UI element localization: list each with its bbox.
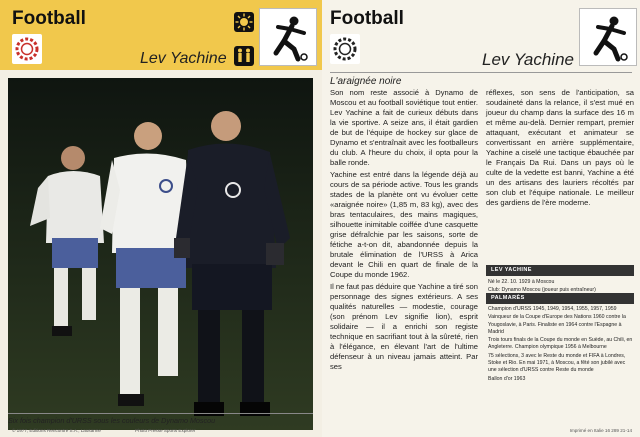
- photo-credit: Photo Presse Sports Explorer: [135, 428, 196, 433]
- people-icon: [234, 46, 254, 66]
- print-credit: Imprimé en Italie 16 289 21-14: [569, 428, 632, 433]
- club-line: Club: Dynamo Moscou (joueur puis entraîneur): [488, 287, 596, 293]
- footballer-icon: [259, 8, 317, 66]
- palmares-list: [488, 306, 634, 384]
- article-column-1: [330, 88, 478, 374]
- bio-section: [488, 278, 634, 294]
- palmares-label: PALMARÈS: [486, 293, 634, 304]
- palmares-item: Ballon d'or 1963: [488, 375, 526, 382]
- photo-caption: Six fois champion d'URSS sous les couleurs de Dynamo Moscou: [8, 413, 313, 425]
- header-divider: [330, 72, 632, 73]
- article-column-2: [486, 88, 634, 210]
- palmares-item: 75 sélections, 3 avec le Reste du monde et FIFA à Londres, Stoke et Rio. En mai 1971, à Moscou, a fêté son jubilé avec une sélection d'URSS contre Reste du monde: [488, 352, 626, 374]
- publisher-credit: © 1977, Editions Rencontre S.A., Lausanne: [12, 428, 101, 433]
- article-paragraph: Il ne faut pas déduire que Yachine a tiré son personnage des signes extérieurs. A ses qualités naturelles — modestie, courage (son prénom Lev signifie lion), esprit solidaire — il a enrichi son registe technique en sacrifiant tout à la sûreté, rien à l'élégance, en élevant l'art de l'ultime défenseur à un niveau jamais atteint. Par ses: [330, 282, 478, 371]
- text-card-header: [322, 0, 640, 72]
- bio-section-label: LEV YACHINE: [486, 265, 634, 276]
- article-subtitle: L'araignée noire: [330, 76, 402, 87]
- photo-card-header: [0, 0, 322, 70]
- text-card-player-name: Lev Yachine: [482, 50, 574, 69]
- team-photo: [8, 78, 313, 430]
- photo-card-title: Football: [12, 8, 86, 29]
- palmares-item: Vainqueur de la Coupe d'Europe des Nations 1960 contre la Yougoslavie, à Paris. Finaliste en 1964 contre l'Espagne à Madrid: [488, 314, 626, 335]
- sun-icon: [234, 12, 254, 32]
- laurel-wreath-icon: [330, 34, 360, 64]
- footballer-icon: [579, 8, 637, 66]
- text-card: [322, 0, 640, 437]
- article-paragraph: réflexes, son sens de l'anticipation, sa soudaineté dans la relance, il s'est mué en joueur du champ dans la surface des 16 m et même au-delà. Dernier rempart, premier attaquant, exécutant et animateur se convertissant en arrière supplémentaire, Yachine a ciselé une tactique ébauchée par le Français Da Rui. Dans un pays où le culte de la vedette est banni, Yachine a été un des artisans des lauriers récoltés par son club et l'équipe nationale. Le meilleur des gardiens de l'ère moderne.: [486, 88, 634, 207]
- birth-line: Né le 22. 10. 1929 à Moscou: [488, 279, 555, 285]
- laurel-wreath-icon: [12, 34, 42, 64]
- palmares-item: Trois tours finals de la Coupe du monde en Suède, au Chili, en Angleterre. Champion olympique 1956 à Melbourne: [488, 337, 633, 351]
- article-paragraph: Son nom reste associé à Dynamo de Moscou et au football soviétique tout entier. Lev Yachine a fait de curieux débuts dans la vie sportive. A seize ans, il était gardien de but de l'équipe de hockey sur glace de Dynamo et s'entraînait avec les footballeurs du club. A l'heure du choix, il opta pour la balle ronde.: [330, 88, 478, 167]
- article-paragraph: Yachine est entré dans la légende déjà au cours de sa période active. Tous les grands stades de la planète ont vu évoluer cette «araignée noire» (1,85 m, 83 kg), avec des bras tentaculaires, des mains magiques, silhouette inimitable coiffée d'une casquette grise défraîchie par les saisons, sorte de fétiche a-t-on dit, abandonnée depuis la brutale élimination de l'URSS à Arica devant le Chili en quart de finale de la Coupe du monde 1962.: [330, 170, 478, 279]
- text-card-title: Football: [330, 8, 404, 29]
- photo-card-player-name: Lev Yachine: [140, 50, 227, 67]
- palmares-item: Champion d'URSS 1945, 1949, 1954, 1955, 1957, 1959: [488, 306, 617, 312]
